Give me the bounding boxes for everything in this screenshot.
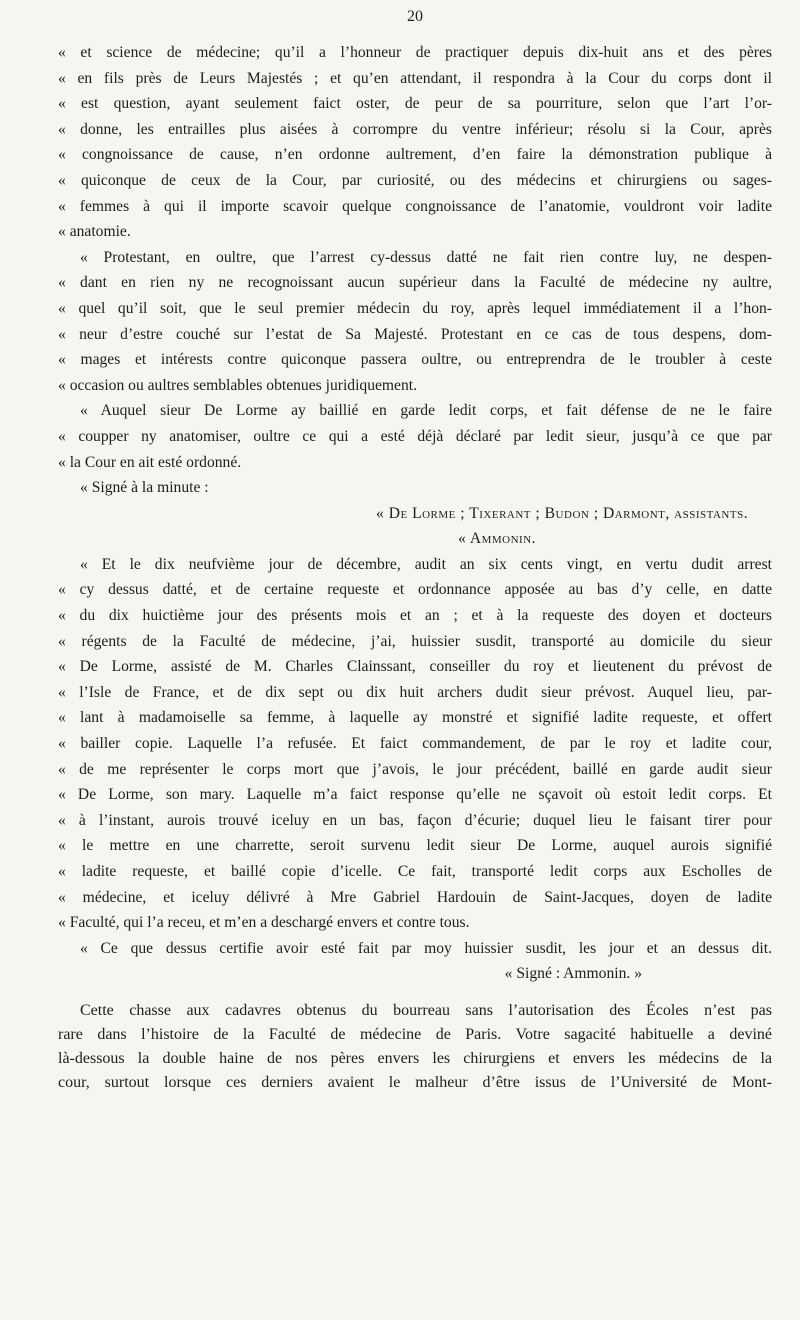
text-line: « régents de la Faculté de médecine, j’ai, huissier susdit, transporté au domicile du sieur [58,632,772,650]
text-line: rare dans l’histoire de la Faculté de médecine de Paris. Votre sagacité habituelle a deviné [58,1025,772,1043]
text-line: « mages et intérests contre quiconque passera oultre, ou entreprendra de le troubler à ceste [58,351,772,369]
text-line: « ladite requeste, et baillé copie d’icelle. Ce fait, transporté ledit corps aux Escholles de [58,863,772,880]
text-line: cour, surtout lorsque ces derniers avaient le malheur d’être issus de l’Université de Mont- [58,1073,772,1091]
text-line: « lant à madamoiselle sa femme, à laquelle ay monstré et signifié ladite requeste, et offert [58,709,772,727]
quoted-paragraph-1 [58,40,772,245]
text-line: « de me représenter le corps mort que j’avois, le jour précédent, baillé en garde audit sieur [58,760,772,778]
text-line: « coupper ny anatomiser, oultre ce qui a esté déjà déclaré par ledit sieur, jusqu’à ce que par [58,427,772,445]
text-line: « à l’instant, aurois trouvé iceluy en un bas, façon d’écurie; duquel lieu le faisant tirer pour [58,811,772,829]
final-signature: « Signé : Ammonin. » [504,965,642,983]
signed-line: « Signé à la minute : [80,479,209,497]
text-line: là-dessous la double haine de nos pères envers les chirurgiens et envers les médecins de la [58,1049,772,1067]
text-line: « médecine, et iceluy délivré à Mre Gabriel Hardouin de Saint-Jacques, doyen de ladite [58,888,772,906]
text-line: « De Lorme, assisté de M. Charles Clainssant, conseiller du roy et lieutenent du prévost de [58,658,772,676]
text-line: « est question, ayant seulement faict oster, de peur de sa pourriture, selon que l’art l’or- [58,95,772,113]
text-line: « le mettre en une charrette, seroit survenu ledit sieur De Lorme, auquel aurois signifié [58,837,772,855]
text-line: « occasion ou aultres semblables obtenues juridiquement. [58,376,417,394]
commentary-paragraph [58,999,772,1095]
text-line: « bailler copie. Laquelle l’a refusée. Et faict commandement, de par le roy et ladite cour, [58,735,772,753]
text-line: « neur d’estre couché sur l’estat de Sa Majesté. Protestant en ce cas de tous despens, dom- [58,325,772,343]
text-line: « dant en rien ny ne recognoissant aucun supérieur dans la Faculté de médecine ny aultre, [58,274,772,292]
text-line: « la Cour en ait esté ordonné. [58,453,242,471]
text-line: « et science de médecine; qu’il a l’honneur de practiquer depuis dix-huit ans et des pères [58,44,772,61]
document-text [58,40,772,1095]
text-line: Cette chasse aux cadavres obtenus du bourreau sans l’autorisation des Écoles n’est pas [80,1001,772,1019]
text-line: « anatomie. [58,223,131,241]
quoted-paragraph-2 [58,245,772,399]
signatories: « De Lorme ; Tixerant ; Budon ; Darmont, assistants. [376,504,749,522]
text-line: « congnoissance de cause, n’en ordonne aultrement, d’en faire la démonstration publique à [58,146,772,164]
text-line: « Auquel sieur De Lorme ay baillié en garde ledit corps, et fait défense de ne le faire [80,402,772,420]
quoted-paragraph-5 [58,936,772,962]
signatory-ammonin: « Ammonin. [458,530,537,548]
text-line: « l’Isle de France, et de dix sept ou dix huit archers dudit sieur prévost. Auquel lieu, par- [58,683,772,701]
text-line: « quiconque de ceux de la Cour, par curiosité, ou des médecins et chirurgiens ou sages- [58,171,772,189]
text-line: « du dix huictième jour des présents mois et an ; et à la requeste des doyen et docteurs [58,607,772,625]
text-line: « femmes à qui il importe scavoir quelque congnoissance de l’anatomie, vouldront voir ladite [58,197,772,215]
text-line: « donne, les entrailles plus aisées à corrompre du ventre inférieur; résolu si la Cour, après [58,120,772,138]
text-line: « Protestant, en oultre, que l’arrest cy-dessus datté ne fait rien contre luy, ne despen- [80,248,772,266]
text-line: « quel qu’il soit, que le seul premier médecin du roy, après lequel immédiatement il a l’hon- [58,299,772,317]
text-line: « De Lorme, son mary. Laquelle m’a faict response qu’elle ne sçavoit où estoit ledit corps. Et [58,786,772,804]
text-line: « Ce que dessus certifie avoir esté fait par moy huissier susdit, les jour et an dessus dit. [80,939,772,957]
text-line: « en fils près de Leurs Majestés ; et qu’en attendant, il respondra à la Cour du corps dont il [58,69,772,87]
quoted-paragraph-4 [58,552,772,936]
page-number: 20 [407,8,423,25]
paragraph-gap [58,987,772,999]
quoted-paragraph-3 [58,398,772,475]
text-line: « Et le dix neufvième jour de décembre, audit an six cents vingt, en vertu dudit arrest [80,555,772,573]
text-line: « cy dessus datté, et de certaine requeste et ordonnance apposée au bas d’y celle, en datte [58,581,772,599]
text-line: « Faculté, qui l’a receu, et m’en a deschargé envers et contre tous. [58,914,470,932]
